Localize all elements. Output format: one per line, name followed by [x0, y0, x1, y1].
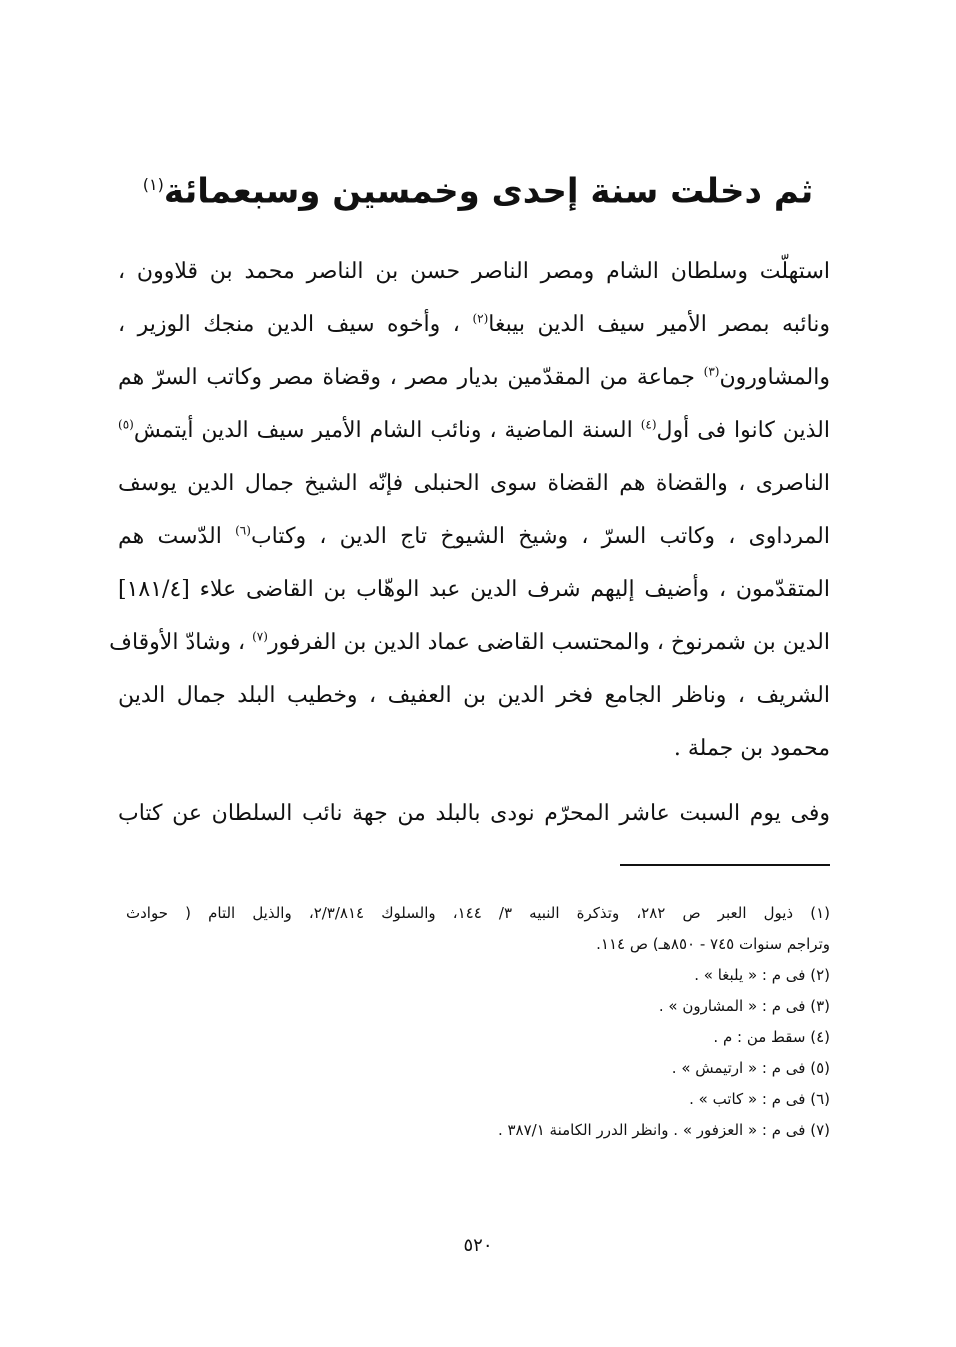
chapter-title — [110, 161, 846, 215]
line-text: ، وشادّ الأوقاف — [109, 630, 253, 655]
footnotes — [126, 898, 830, 1146]
footnote-ref: (٢) — [472, 311, 489, 326]
line-text: وفى يوم السبت عاشر المحرّم نودى بالبلد من جهة نائب السلطان عن كتاب — [118, 801, 830, 826]
text-line — [118, 351, 830, 404]
footnote: (٦) فى م : « كاتب » . — [689, 1090, 830, 1108]
page-number: ٥٢٠ — [463, 1235, 493, 1256]
line-text: الدّست هم — [118, 524, 236, 549]
line-text: السنة الماضية ، ونائب الشام الأمير سيف الدين أيتمش — [133, 418, 641, 443]
footnote-ref: (٥) — [118, 417, 134, 432]
footnote: (٧) فى م : « العزفور » . وانظر الدرر الكامنة ٣٨٧/١ . — [497, 1121, 830, 1139]
footnote: وتراجم سنوات ٧٤٥ - ٨٥٠هـ) ص ١١٤. — [596, 935, 830, 953]
line-text: الشريف ، وناظر الجامع فخر الدين بن العفيف ، وخطيب البلد جمال الدين — [118, 683, 830, 708]
line-text: المتقدّمون ، وأضيف إليهم شرف الدين عبد الوهّاب بن القاضى علاء [١٨١/٤] — [118, 577, 830, 602]
line-text: الناصرى ، والقضاة هم القضاة سوى الحنبلى فإنّه الشيخ جمال الدين يوسف — [118, 471, 830, 496]
text-line — [118, 510, 830, 563]
footnote: (٢) فى م : « يلبغا » . — [694, 966, 830, 984]
text-line — [118, 669, 830, 722]
footnote-ref: (٤) — [640, 417, 657, 432]
text-line — [118, 457, 830, 510]
line-text: والمشاورون — [719, 365, 830, 390]
footnote: (٥) فى م : « ارتيمش » . — [671, 1059, 830, 1077]
chapter-title-text: ثم دخلت سنة إحدى وخمسين وسبعمائة — [163, 171, 814, 212]
title-footnote-ref: (١) — [142, 174, 164, 194]
text-line — [118, 245, 830, 298]
line-text: الدين بن شمرنوخ ، والمحتسب القاضى عماد الدين بن الفرفور — [267, 630, 830, 655]
footnote: (١) ذيول العبر ص ٢٨٢، وتذكرة النبيه ٣/ ١٤٤، والسلوك ٢/٣/٨١٤، والذيل التام ( حوادث — [126, 904, 831, 922]
line-text: محمود بن جملة . — [673, 736, 830, 761]
text-line — [118, 722, 830, 775]
footnote: (٣) فى م : « المشارون » . — [658, 997, 830, 1015]
footnote-ref: (٧) — [252, 629, 268, 644]
text-line — [109, 616, 830, 669]
footnote-ref: (٦) — [235, 523, 251, 538]
body-text — [109, 245, 830, 840]
line-text: المرداوى ، وكاتب السرّ ، وشيخ الشيوخ تاج الدين ، وكتاب — [250, 524, 830, 549]
line-text: استهلّت وسلطان الشام ومصر الناصر حسن بن الناصر محمد بن قلاوون ، — [118, 259, 830, 284]
text-line — [118, 563, 830, 616]
line-text: الذين كانوا فى أول — [656, 418, 830, 443]
line-text: ونائبه بمصر الأمير سيف الدين بيبغا — [488, 312, 830, 337]
footnote: (٤) سقط من : م . — [713, 1028, 830, 1046]
text-line — [118, 298, 830, 351]
line-text: جماعة من المقدّمين بديار مصر ، وقضاة مصر وكاتب السرّ هم — [118, 365, 704, 390]
text-line — [118, 787, 830, 840]
footnote-ref: (٣) — [703, 364, 720, 379]
line-text: ، وأخوه سيف الدين منجك الوزير ، — [118, 312, 473, 337]
footnote-separator — [620, 864, 830, 866]
text-line — [118, 404, 830, 457]
